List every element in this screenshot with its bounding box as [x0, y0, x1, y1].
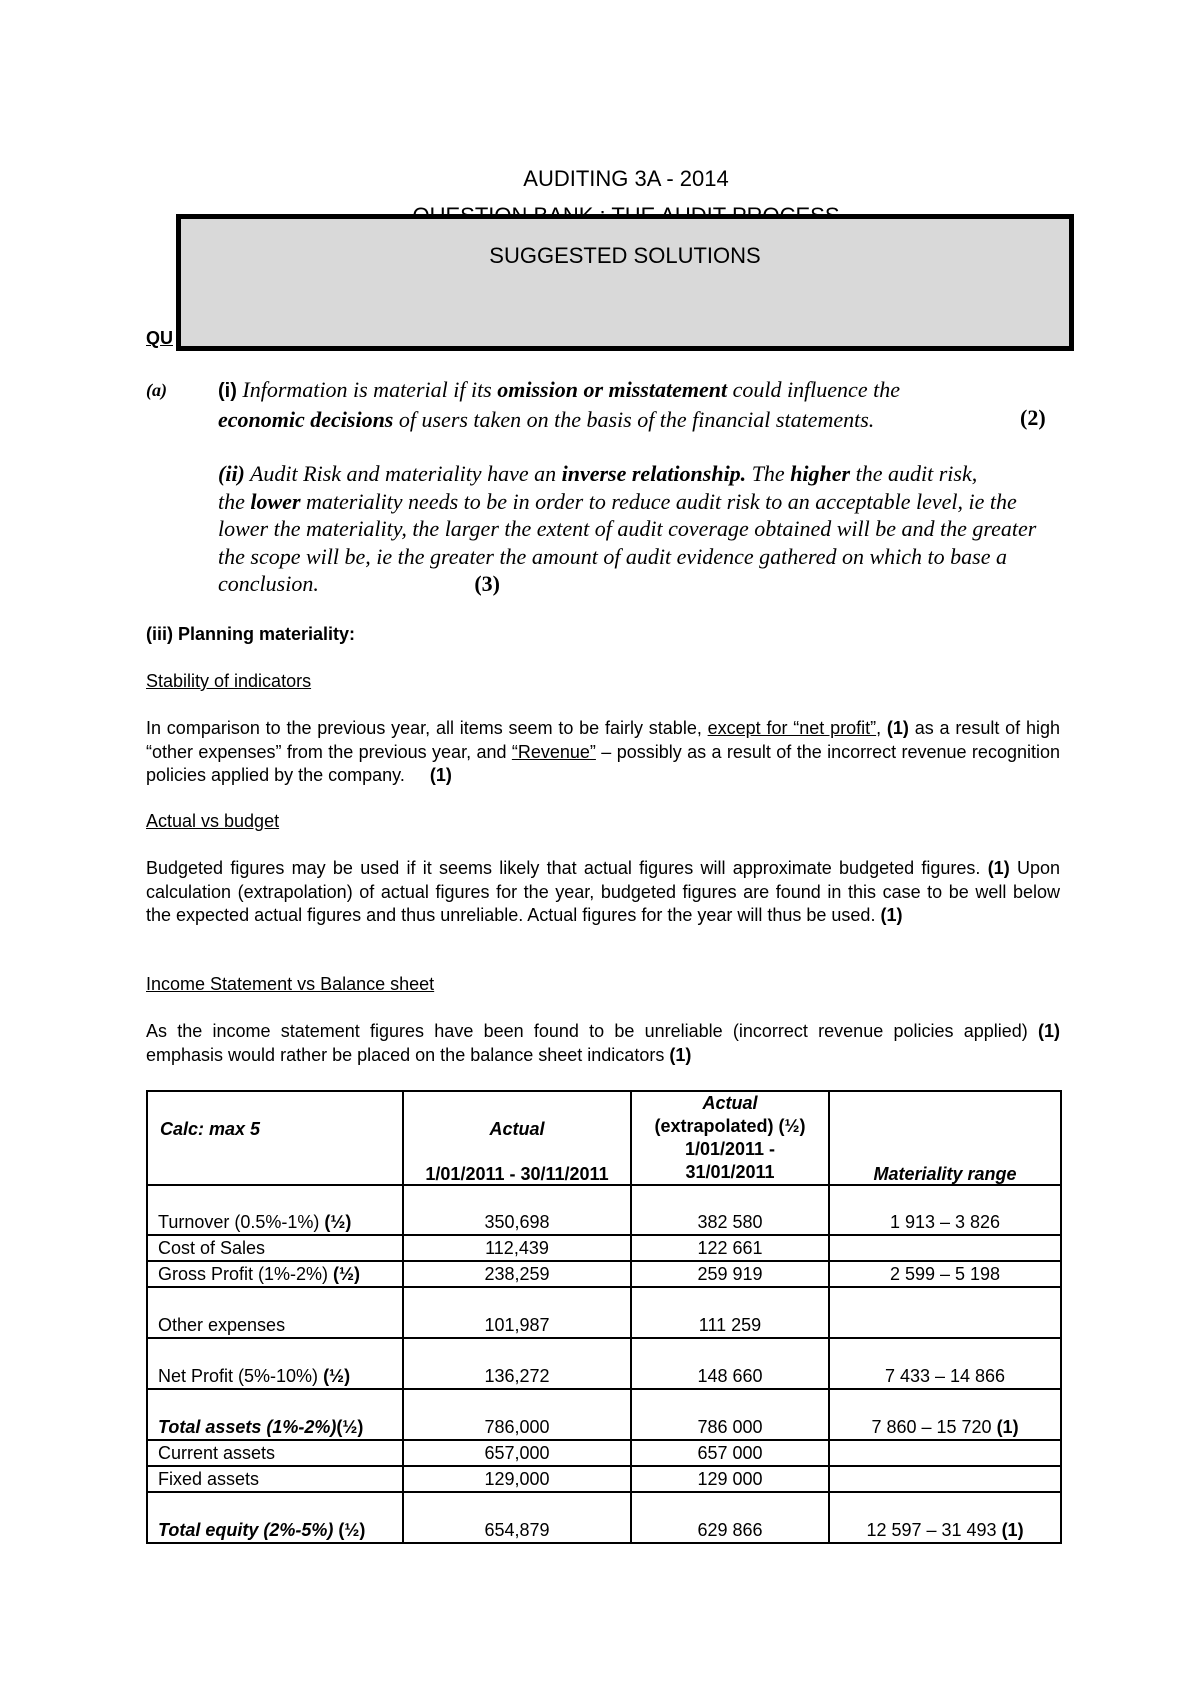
text: emphasis would rather be placed on the balance sheet indicators [146, 1044, 670, 1065]
row-label [147, 1235, 403, 1261]
table-row [147, 1185, 1061, 1235]
actual-vs-budget-heading: Actual vs budget [146, 811, 280, 831]
row-actual: 350,698 [403, 1185, 631, 1235]
header-extrapolated [631, 1091, 829, 1185]
range-text: 7 860 – 15 720 [871, 1417, 997, 1437]
part-ii-text: the [218, 488, 251, 514]
row-extrap: 786 000 [631, 1389, 829, 1440]
part-i-text: Information is material if its [236, 377, 498, 402]
part-a-label: (a) [146, 380, 167, 400]
text: As the income statement figures have been found to be unreliable (incorrect revenue policies applied) [146, 1021, 1038, 1041]
label-text: Other expenses [158, 1315, 286, 1335]
header-actual [403, 1091, 631, 1185]
row-label [147, 1261, 403, 1287]
range-mark: (1) [1001, 1520, 1024, 1540]
row-label [147, 1466, 403, 1492]
row-extrap: 657 000 [631, 1440, 829, 1466]
header-extrap-line: 31/01/2011 [685, 1162, 775, 1182]
table-row [147, 1492, 1061, 1543]
suggested-solutions-banner [176, 214, 1074, 351]
header-calc [147, 1091, 403, 1185]
materiality-table [146, 1090, 1062, 1544]
part-ii-text: Audit Risk and materiality have an [244, 461, 562, 486]
mark: (1) [987, 858, 1010, 878]
row-actual: 657,000 [403, 1440, 631, 1466]
label-text: Total equity (2%-5%) [158, 1520, 339, 1540]
header-actual-text: Actual [489, 1119, 545, 1139]
text: Budgeted figures may be used if it seems likely that actual figures will approximate budgeted figures. [146, 858, 988, 878]
label-mark: (½) [336, 1417, 364, 1437]
header-extrap-line: Actual [702, 1093, 758, 1113]
header-range-text: Materiality range [873, 1164, 1017, 1184]
table-header-row [147, 1091, 1061, 1185]
part-i-text: of users taken on the basis of the financial statements. [393, 406, 875, 432]
label-mark: (½) [333, 1264, 361, 1284]
row-range [829, 1185, 1061, 1235]
row-label [147, 1440, 403, 1466]
part-ii-number: (ii) [218, 461, 245, 486]
range-text: 1 913 – 3 826 [889, 1212, 1001, 1232]
label-text: Turnover (0.5%-1%) [158, 1212, 325, 1232]
row-range [829, 1389, 1061, 1440]
row-extrap: 129 000 [631, 1466, 829, 1492]
label-text: Cost of Sales [158, 1238, 266, 1258]
part-i-mark: (2) [1020, 404, 1046, 430]
label-text: Current assets [158, 1443, 276, 1463]
table-row [147, 1261, 1061, 1287]
row-extrap: 122 661 [631, 1235, 829, 1261]
part-ii-bold: lower [250, 488, 301, 514]
label-text: Net Profit (5%-10%) [158, 1366, 324, 1386]
mark: (1) [880, 905, 903, 925]
row-label [147, 1287, 403, 1338]
text: Upon calculation (extrapolation) of actual figures for the year, budgeted figures are found in this case to be well below the expected actual figures and thus unreliable. Actual figures for the year will thus be used. [146, 858, 1060, 925]
row-actual: 786,000 [403, 1389, 631, 1440]
part-ii-bold: inverse relationship. [561, 461, 747, 486]
range-text: 7 433 – 14 866 [884, 1366, 1006, 1386]
row-range [829, 1287, 1061, 1338]
part-ii-mark: (3) [474, 571, 500, 596]
text: , [876, 718, 887, 738]
text: “Revenue” [511, 741, 596, 762]
part-a-i [218, 376, 1088, 433]
header-actual-period: 1/01/2011 - 30/11/2011 [425, 1164, 609, 1184]
row-actual: 112,439 [403, 1235, 631, 1261]
header-range [829, 1091, 1061, 1185]
label-text: Total assets (1%-2%) [158, 1417, 337, 1437]
table-row [147, 1235, 1061, 1261]
part-i-text: could influence the [727, 377, 900, 402]
text: except for “net profit” [707, 718, 877, 738]
part-ii-bold: higher [790, 461, 851, 486]
range-text: 2 599 – 5 198 [889, 1264, 1001, 1284]
row-range [829, 1492, 1061, 1543]
row-extrap: 148 660 [631, 1338, 829, 1389]
row-range [829, 1440, 1061, 1466]
range-mark: (1) [996, 1417, 1019, 1437]
row-range [829, 1261, 1061, 1287]
header-extrap-line: 1/01/2011 - [684, 1139, 776, 1159]
question-heading-partial: QU [146, 328, 173, 348]
table-row [147, 1338, 1061, 1389]
row-range [829, 1338, 1061, 1389]
label-text: Gross Profit (1%-2%) [158, 1264, 334, 1284]
table-row [147, 1466, 1061, 1492]
row-actual: 129,000 [403, 1466, 631, 1492]
planning-heading [146, 623, 1060, 647]
mark: (1) [429, 765, 452, 785]
row-actual: 238,259 [403, 1261, 631, 1287]
part-i-number: (i) [218, 380, 237, 402]
planning-heading-text: (iii) Planning materiality: [146, 624, 356, 644]
label-mark: (½) [323, 1366, 351, 1386]
label-mark: (½) [324, 1212, 352, 1232]
stability-heading: Stability of indicators [146, 671, 312, 691]
label-mark: (½) [338, 1520, 366, 1540]
header-extrap-line: (extrapolated) (½) [654, 1116, 806, 1136]
row-label [147, 1338, 403, 1389]
income-vs-balance-heading: Income Statement vs Balance sheet [146, 974, 435, 994]
actual-vs-budget-paragraph [146, 857, 1060, 928]
document-title: AUDITING 3A - 2014 [523, 166, 729, 191]
row-label [147, 1389, 403, 1440]
range-text: 12 597 – 31 493 [866, 1520, 1002, 1540]
label-text: Fixed assets [158, 1469, 260, 1489]
row-extrap: 111 259 [631, 1287, 829, 1338]
mark: (1) [886, 718, 909, 738]
part-ii-text: materiality needs to be in order to reduce audit risk to an acceptable level, ie the lower the materiality, the larger the extent of audit coverage obtained will be and the greater the scope will be, ie the greater the amount of audit evidence gathered on which to base a conclusion. [218, 488, 1037, 596]
stability-paragraph [146, 717, 1060, 788]
part-ii-text: The [746, 461, 791, 486]
part-a-ii [218, 460, 1068, 598]
table-row [147, 1389, 1061, 1440]
mark: (1) [1038, 1021, 1060, 1041]
row-actual: 654,879 [403, 1492, 631, 1543]
text: – possibly as a result of the incorrect revenue recognition policies applied by the company. [146, 741, 1060, 785]
row-extrap: 382 580 [631, 1185, 829, 1235]
row-range [829, 1235, 1061, 1261]
part-i-bold: omission or misstatement [497, 377, 728, 402]
row-label [147, 1492, 403, 1543]
part-i-bold: economic decisions [218, 406, 394, 432]
part-ii-text: the audit risk, [850, 461, 978, 486]
row-extrap: 259 919 [631, 1261, 829, 1287]
row-extrap: 629 866 [631, 1492, 829, 1543]
table-row [147, 1287, 1061, 1338]
table-row [147, 1440, 1061, 1466]
income-vs-balance-paragraph [146, 1020, 1060, 1067]
header-calc-text: Calc: max 5 [160, 1119, 261, 1139]
mark: (1) [669, 1044, 692, 1065]
row-actual: 101,987 [403, 1287, 631, 1338]
row-label [147, 1185, 403, 1235]
subtitle: SUGGESTED SOLUTIONS [489, 243, 761, 268]
text: In comparison to the previous year, all items seem to be fairly stable, [146, 718, 708, 738]
row-range [829, 1466, 1061, 1492]
row-actual: 136,272 [403, 1338, 631, 1389]
text: as a result of high “other expenses” from the previous year, and [146, 718, 1060, 762]
